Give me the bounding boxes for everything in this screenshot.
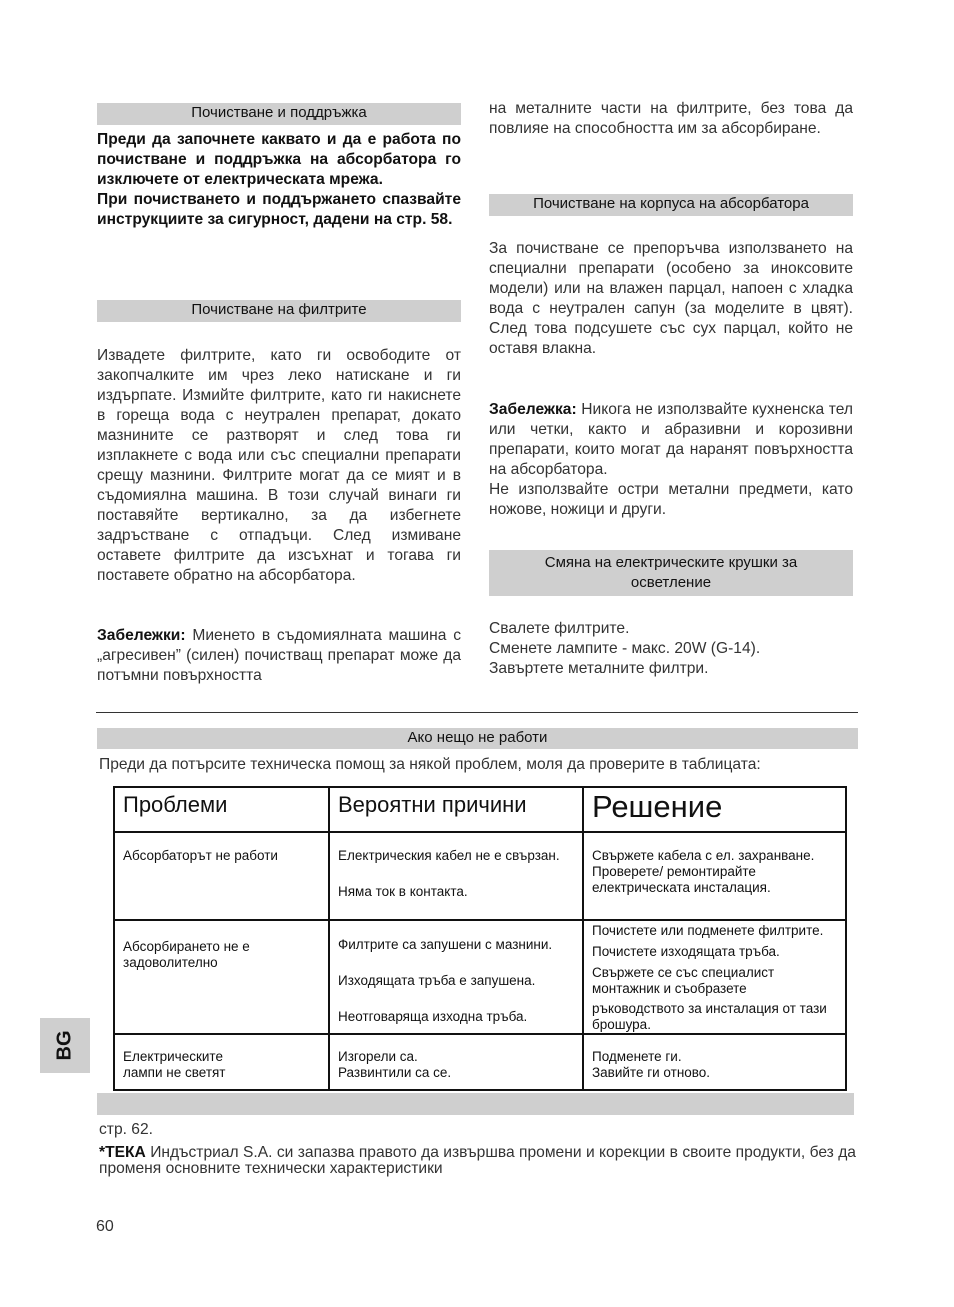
continued-text — [489, 99, 853, 139]
page-number: 60 — [96, 1218, 114, 1235]
row2-solution-1: Почистете или подменете филтрите. — [592, 923, 824, 938]
row2-solution-4: ръководството за инсталация от тази брошура. — [592, 1001, 827, 1032]
filters-heading: Почистване на филтрите — [97, 300, 461, 322]
row1-problem: Абсорбаторът не работи — [123, 848, 278, 863]
troubleshooting-table — [113, 786, 847, 1091]
row2-solution-3: Свържете се със специалист монтажник и съобразете — [592, 965, 775, 996]
row1-solution-3: електрическата инсталация. — [592, 880, 771, 895]
bulbs-text — [489, 619, 853, 679]
disclaimer-text: Индъстриал S.A. си запазва правото да извършва промени и корекции в своите продукти, без да променя основните технически характеристики — [99, 1144, 856, 1177]
body-note-text: Никога не използвайте кухненска тел или четки, както и абразивни и корозивни препарати, които могат да наранят повърхността на абсорбатора. — [489, 401, 853, 478]
row1-cause-2: Няма ток в контакта. — [338, 884, 468, 899]
body-note-text-2: Не използвайте остри метални предмети, като ножове, ножици и други. — [489, 481, 853, 518]
row3-solution-2: Завийте ги отново. — [592, 1065, 711, 1080]
filters-paragraph: Извадете филтрите, като ги освободите от закопчалките им чрез леко натискане и ги издърпате. Измийте филтрите, като ги накиснете в гореща вода с неутрален препарат, докато мазнините се разтворят и след това ги изплакнете с вода или със специални препарати срещу мазнини. Филтрите могат да се мият и в съдомиялна машина. В този случай винаги ги поставяйте вертикално, за да избегнете задръстване с отпадъци. След измиване оставете филтрите да изсъхнат и тогава ги поставете обратно на абсорбатора. — [97, 347, 461, 584]
header-problems: Проблеми — [114, 787, 329, 832]
bulbs-line-3: Завъртете металните филтри. — [489, 660, 709, 677]
header-causes: Вероятни причини — [329, 787, 583, 832]
body-cleaning-paragraph: За почистване се препоръчва използването на специални препарати (особено за иноксовите модели) или на влажен парцал, напоен с хладка вода с неутрален сапун (за моделите в цвят). След това подсушете със сух парцал, който не оставя влакна. — [489, 240, 853, 357]
table-row — [114, 832, 846, 920]
row2-solution-2: Почистете изходящата тръба. — [592, 944, 780, 959]
body-cleaning-text — [489, 239, 853, 359]
filters-note-text: Миенето в съдомиялната машина с „агресивен” (силен) почистващ препарат може да потъмни повърхността — [97, 627, 461, 684]
troubleshooting-intro: Преди да потърсите техническа помощ за някой проблем, моля да проверите в таблицата: — [99, 756, 761, 773]
body-cleaning-heading: Почистване на корпуса на абсорбатора — [489, 194, 853, 216]
bulbs-heading — [489, 550, 853, 596]
language-tab-label: BG — [53, 1030, 76, 1061]
continued-paragraph: на металните части на филтрите, без това да повлияе на способността им за абсорбиране. — [489, 100, 853, 137]
row2-cause-1: Филтрите са запушени с мазнини. — [338, 937, 553, 952]
row3-problem-1: Електрическите — [123, 1049, 223, 1064]
bulbs-heading-line1: Смяна на електрическите крушки за — [544, 554, 798, 571]
filters-text — [97, 346, 461, 586]
brand-name: *ТЕКА — [99, 1144, 146, 1161]
row1-solution-1: Свържете кабела с ел. захранване. — [592, 848, 815, 863]
table-header-row — [114, 787, 846, 832]
page-reference: стр. 62. — [99, 1121, 153, 1138]
warning-2: При почистването и поддържането спазвайте инструкциите за сигурност, дадени на стр. 58. — [97, 191, 461, 228]
row2-cause-3: Неотговаряща изходна тръба. — [338, 1009, 528, 1024]
filters-note — [97, 626, 461, 686]
row2-cause-2: Изходящата тръба е запушена. — [338, 973, 536, 988]
troubleshooting-heading: Ако нещо не работи — [97, 728, 858, 749]
safety-warning — [97, 130, 461, 230]
row3-solution-1: Подменете ги. — [592, 1049, 682, 1064]
header-solution: Решение — [583, 787, 846, 832]
bulbs-heading-line2: осветление — [630, 574, 712, 591]
row3-cause-1: Изгорели са. — [338, 1049, 418, 1064]
row3-problem-2: лампи не светят — [123, 1065, 226, 1080]
row2-problem-1: Абсорбирането не е — [123, 939, 250, 954]
bottom-gray-bar — [97, 1093, 854, 1115]
bulbs-line-2: Сменете лампите - макс. 20W (G-14). — [489, 640, 761, 657]
table-row — [114, 1034, 846, 1090]
body-note-label: Забележка: — [489, 401, 577, 418]
table-row — [114, 920, 846, 1034]
section-divider — [96, 712, 858, 713]
language-tab — [40, 1018, 90, 1073]
disclaimer — [99, 1145, 856, 1177]
row1-solution-2: Проверете/ ремонтирайте — [592, 864, 756, 879]
bulbs-line-1: Свалете филтрите. — [489, 620, 630, 637]
row3-cause-2: Развинтили са се. — [338, 1065, 452, 1080]
maintenance-heading: Почистване и поддръжка — [97, 103, 461, 125]
filters-note-label: Забележки: — [97, 627, 186, 644]
body-note — [489, 400, 853, 520]
row1-cause-1: Електрическия кабел не е свързан. — [338, 848, 560, 863]
warning-1: Преди да започнете каквато и да е работа по почистване и поддръжка на абсорбатора го изключете от електрическата мрежа. — [97, 131, 461, 188]
row2-problem-2: задоволително — [123, 955, 218, 970]
